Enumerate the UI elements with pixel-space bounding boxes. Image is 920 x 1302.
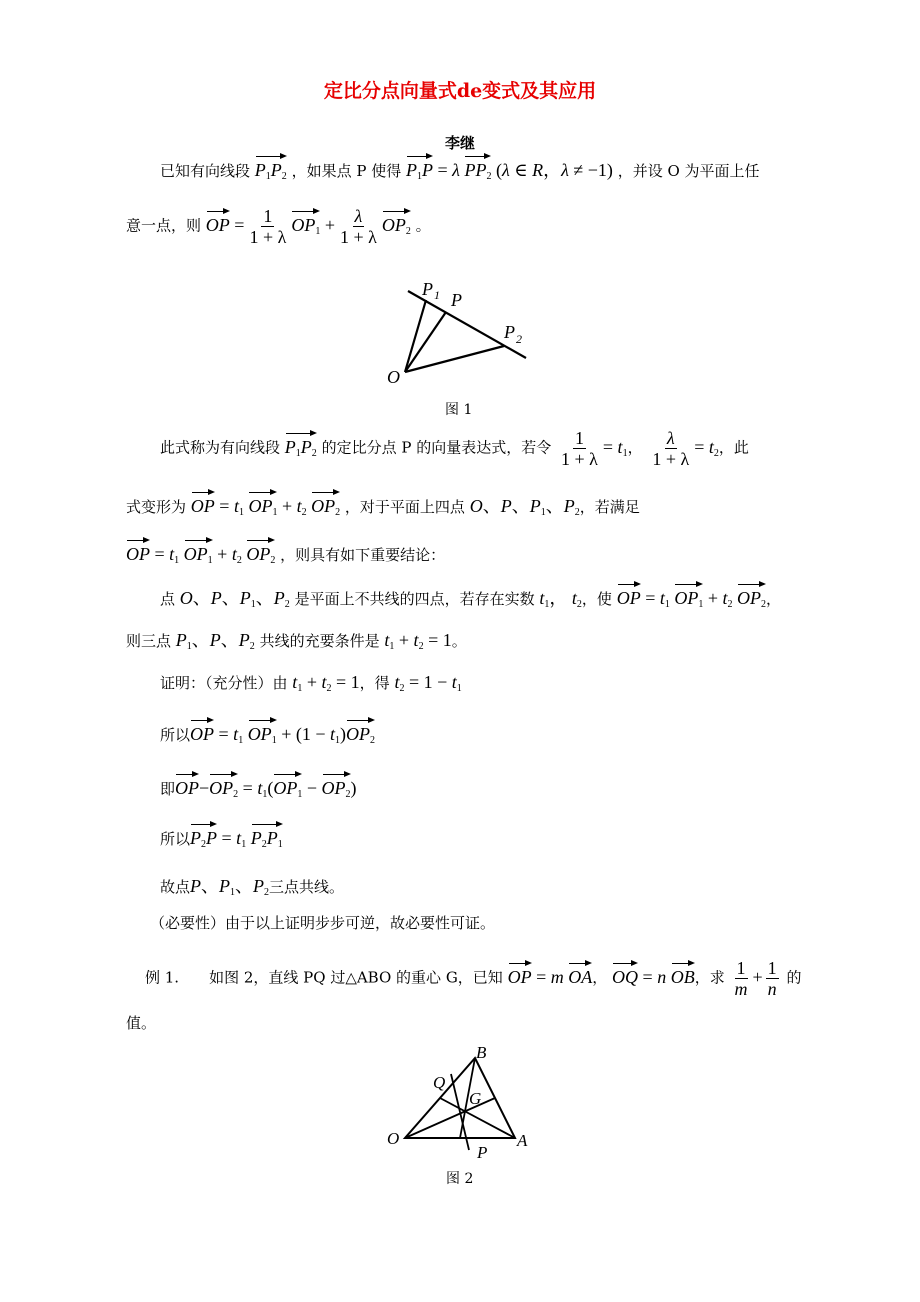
text: 证明：（充分性）由 [160, 674, 288, 692]
text: ，得 [359, 674, 390, 692]
text: ，使 [581, 590, 612, 608]
text: 。 [415, 216, 431, 235]
proof-line-5 [160, 872, 344, 898]
text: 三点共线。 [269, 878, 345, 896]
text: ，若满足 [579, 498, 640, 516]
text: 式变形为 [126, 498, 187, 516]
reals-t1-t2: $t_1$， $t_2$ [539, 588, 582, 610]
formula-t1-plus-t2: $t_1 + t_2 = 1$ [292, 672, 360, 694]
formula-op-t1-t2: OP = $t_1$ $OP_1 + t_2$ $OP_2$ [126, 544, 275, 564]
paragraph-3-line-2 [126, 626, 467, 652]
three-points: P、$P_1$、$P_2$ [190, 876, 270, 898]
text: 值。 [126, 1014, 157, 1032]
formula-t1-plus-t2: $t_1 + t_2 = 1$ [384, 630, 452, 652]
text: 是平面上不共线的四点，若存在实数 [294, 590, 535, 608]
label-g: G [469, 1089, 482, 1108]
text: 点 [160, 590, 176, 608]
label-p1: P [422, 279, 433, 299]
text: ，此 [718, 438, 749, 457]
paragraph-2-line-2 [126, 490, 640, 518]
example-1-line-1 [145, 958, 801, 999]
text: ， [592, 968, 608, 987]
vector-p1p2: $P_1P_2$ [285, 431, 317, 459]
proof-line-1 [160, 672, 462, 694]
text: （必要性）由于以上证明步步可逆，故必要性可证。 [150, 914, 496, 932]
paragraph-1-line-2 [126, 206, 431, 247]
formula-p1p-lambda-pp2: $P_1P = \lambda$ $PP_2$ (λ ∈ R，λ ≠ −1) [406, 160, 613, 180]
formula-sum-reciprocal: $\frac{1}{m}$ + $\frac{1}{n}$ [734, 958, 777, 999]
label-p1-subscript: 1 [434, 288, 440, 302]
label-p: P [477, 1143, 488, 1162]
figure-2-caption: 图 2 [446, 1171, 474, 1187]
formula-p2p: $P_2P = t_1$ $P_2P_1$ [190, 828, 283, 848]
label-o: O [387, 1129, 400, 1148]
text: 共线的充要条件是 [259, 632, 380, 650]
example-1-line-2 [126, 1012, 156, 1033]
formula-op-t1-t2: OP = $t_1$ $OP_1 + t_2$ $OP_2$ [617, 588, 766, 608]
formula-oq-n-ob: OQ = n OB [612, 967, 695, 987]
proof-line-2 [160, 718, 375, 746]
figure-1-caption: 图 1 [445, 402, 473, 418]
label-q: Q [433, 1073, 446, 1092]
formula-op-section: OP = $\frac{1}{1 + \lambda}$ $OP_1$ + $\frac{\lambda}{1 + \lambda}$ $OP_2$ [205, 206, 411, 247]
label-p2-subscript: 2 [516, 332, 522, 346]
text: ，如果点 P 使得 [291, 162, 402, 180]
paragraph-1-line-1 [160, 154, 760, 182]
text: ，并设 O 为平面上任 [617, 162, 760, 180]
text: ， [766, 590, 782, 608]
text: 此式称为有向线段 [160, 438, 281, 457]
formula-difference: $OP-OP_2 = t_1(OP_1 - OP_2)$ [175, 778, 356, 798]
text: ， [627, 438, 643, 457]
formula-t2-eq: $t_2 = 1 - t_1$ [394, 672, 462, 694]
formula-op-m-oa: OP = m OA [508, 967, 593, 987]
proof-line-6 [150, 912, 495, 933]
text: 。 [451, 632, 467, 650]
text: 故点 [160, 878, 191, 896]
text: 即 [160, 780, 176, 798]
text: 意一点，则 [126, 216, 202, 235]
author: 李继 [444, 134, 475, 152]
paragraph-3-line-1 [160, 582, 781, 610]
figure-2 [383, 1046, 533, 1162]
text: 例 1. 如图 2，直线 PQ 过△ABO 的重心 G，已知 [145, 968, 503, 987]
text: ，对于平面上四点 [344, 498, 465, 516]
label-p2: P [504, 322, 515, 342]
four-points: O、P、$P_1$、$P_2$ [469, 496, 580, 518]
paragraph-2-line-3 [126, 538, 445, 566]
figure-1 [380, 276, 540, 394]
formula-t1-def: $\frac{1}{1 + \lambda}$ = $t_1$ [561, 428, 628, 469]
label-o: O [387, 367, 400, 387]
text: 的定比分点 P 的向量表达式，若令 [321, 438, 552, 457]
three-points: $P_1$、P、$P_2$ [175, 630, 255, 652]
paragraph-2-line-1 [160, 428, 749, 469]
proof-line-4 [160, 822, 283, 850]
text: 所以 [160, 726, 191, 744]
four-points: O、P、$P_1$、$P_2$ [179, 588, 290, 610]
formula-t2-def: $\frac{\lambda}{1 + \lambda}$ = $t_2$ [652, 428, 719, 469]
label-p: P [451, 290, 462, 310]
proof-line-3 [160, 772, 357, 800]
text: 所以 [160, 830, 191, 848]
label-b: B [476, 1046, 487, 1062]
formula-op-t1-t2: OP = $t_1$ $OP_1 + t_2$ $OP_2$ [191, 496, 340, 516]
text: 则三点 [126, 632, 172, 650]
page-title: 定比分点向量式de变式及其应用 [323, 80, 597, 102]
text: 已知有向线段 [160, 162, 251, 180]
vector-p1p2: $P_1P_2$ [255, 154, 287, 182]
text: ，求 [694, 968, 725, 987]
text: 的 [786, 968, 802, 987]
text: ，则具有如下重要结论： [280, 546, 446, 564]
label-a: A [517, 1131, 528, 1150]
formula-op-expanded: OP = $t_1$ $OP_1 + (1 - t_1)OP_2$ [190, 724, 375, 744]
